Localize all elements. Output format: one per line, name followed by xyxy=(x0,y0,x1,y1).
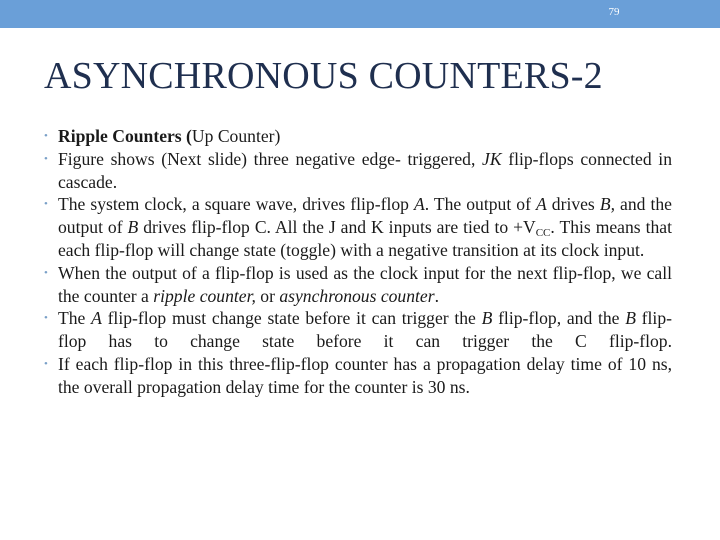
text-run: flip-flop must change state before it can trigger the xyxy=(101,308,482,329)
text-run: A xyxy=(91,308,102,329)
bullet-item-ripple-definition xyxy=(58,262,672,308)
text-run: A xyxy=(535,194,547,215)
text-run: B xyxy=(481,308,493,329)
text-run: B xyxy=(127,217,139,238)
text-run: flip-flop, and the xyxy=(492,308,626,329)
bullet-item-propagation-delay xyxy=(58,353,672,399)
text-run: Ripple Counters ( xyxy=(58,126,192,146)
text-run: ripple counter, xyxy=(153,285,256,306)
text-run: The xyxy=(58,308,92,329)
slide-page-number: 79 xyxy=(608,6,620,18)
bullet-item-figure-description xyxy=(58,148,672,194)
text-run: B, xyxy=(599,194,615,215)
text-run: The system clock, a square wave, drives flip-flop xyxy=(58,194,414,215)
text-run: Figure shows (Next slide) three negative edge- triggered, xyxy=(58,148,483,169)
text-run: When the output of a flip-flop is used as the clock input for the next flip-flop, we call the counter a xyxy=(58,262,672,306)
text-run: CC xyxy=(535,227,551,240)
bullet-list xyxy=(58,125,672,399)
text-run: drives flip-flop C. All the J and K inputs are tied to +V xyxy=(138,217,536,238)
text-run: Up Counter) xyxy=(191,126,281,146)
text-run: flip-flops connected in cascade. xyxy=(58,148,672,192)
text-run: A xyxy=(413,194,425,215)
text-run: and the output of xyxy=(58,194,672,238)
text-run: B xyxy=(625,308,636,329)
bullet-item-system-clock xyxy=(58,193,672,261)
text-run: If each flip-flop in this three-flip-flop counter has a propagation delay time of 10 ns, the overall propagation delay time for the counter is 30 ns. xyxy=(58,353,672,397)
text-run: drives xyxy=(546,194,600,215)
text-run: . This means that each flip-flop will change state (toggle) with a negative transition at its clock input. xyxy=(58,217,672,260)
bullet-item-ripple-counters xyxy=(58,125,672,148)
text-run: . xyxy=(434,285,439,306)
text-run: asynchronous counter xyxy=(279,285,435,306)
text-run: JK xyxy=(482,148,502,169)
text-run: flip-flop has to change state before it can trigger the C flip-flop. xyxy=(58,308,672,352)
slide-header-bar xyxy=(0,0,720,28)
text-run: or xyxy=(255,285,280,306)
slide-title: ASYNCHRONOUS COUNTERS-2 xyxy=(44,55,603,97)
bullet-item-state-change-order xyxy=(58,307,672,353)
text-run: . The output of xyxy=(424,194,536,215)
